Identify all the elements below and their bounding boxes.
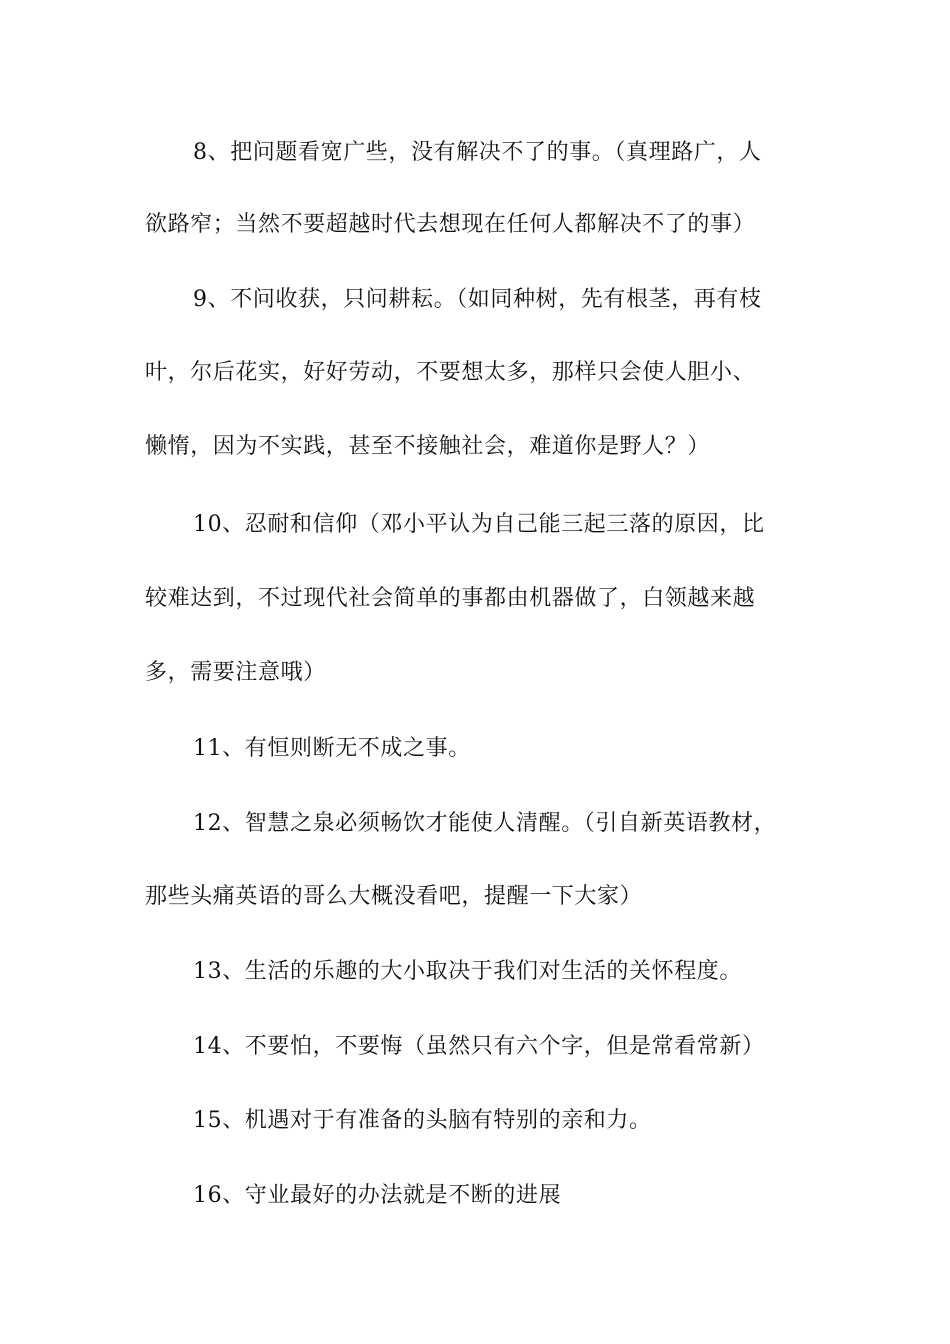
item-9-line-3: 懒惰，因为不实践，甚至不接触社会，难道你是野人？） bbox=[145, 434, 711, 459]
item-9-line-2: 叶，尔后花实，好好劳动，不要想太多，那样只会使人胆小、 bbox=[145, 360, 756, 385]
item-10-line-1: 10、忍耐和信仰（邓小平认为自己能三起三落的原因，比 bbox=[193, 512, 765, 537]
item-16-line-1: 16、守业最好的办法就是不断的进展 bbox=[193, 1183, 562, 1208]
item-9-line-1: 9、不问收获，只问耕耘。（如同种树，先有根茎，再有枝 bbox=[193, 287, 762, 312]
item-13-line-1: 13、生活的乐趣的大小取决于我们对生活的关怀程度。 bbox=[193, 959, 742, 984]
item-10-line-3: 多，需要注意哦） bbox=[145, 660, 326, 685]
item-14-line-1: 14、不要怕，不要悔（虽然只有六个字，但是常看常新） bbox=[193, 1034, 765, 1059]
item-12-line-1: 12、智慧之泉必须畅饮才能使人清醒。（引自新英语教材， bbox=[193, 811, 777, 836]
item-8-line-1: 8、把问题看宽广些，没有解决不了的事。（真理路广，人 bbox=[193, 140, 762, 165]
item-8-line-2: 欲路窄；当然不要超越时代去想现在任何人都解决不了的事） bbox=[145, 212, 756, 237]
item-15-line-1: 15、机遇对于有准备的头脑有特别的亲和力。 bbox=[193, 1108, 652, 1133]
item-11-line-1: 11、有恒则断无不成之事。 bbox=[193, 736, 471, 761]
item-10-line-2: 较难达到，不过现代社会简单的事都由机器做了，白领越来越 bbox=[145, 586, 756, 611]
item-12-line-2: 那些头痛英语的哥么大概没看吧，提醒一下大家） bbox=[145, 884, 643, 909]
